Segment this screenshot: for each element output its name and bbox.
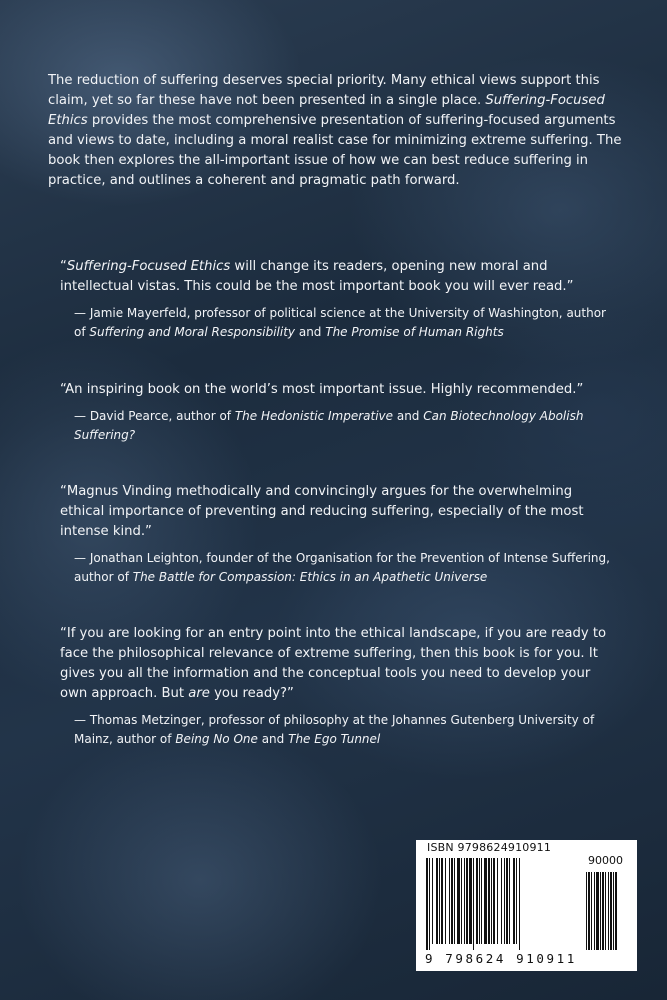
barcode-bar [461,858,462,944]
barcode-bar [426,858,428,950]
addon-bar [610,872,612,950]
addon-bar [594,872,595,950]
addon-bar [615,872,617,950]
addon-bar [608,872,609,950]
barcode-bar [509,858,510,944]
barcode-bar [484,858,487,944]
attribution-conjunction: and [295,325,326,339]
barcode-bar [436,858,438,944]
addon-bar [602,872,604,950]
barcode-bar [506,858,508,944]
attribution-book: Can Biotechnology Abolish Suffering? [74,409,584,442]
attribution-book: The Ego Tunnel [288,732,381,746]
barcode-bar [479,858,480,944]
addon-code: 90000 [588,854,623,867]
attribution-book: The Hedonistic Imperative [234,409,394,423]
barcode-bar [429,858,430,950]
attribution-conjunction: and [393,409,424,423]
barcode-bar [466,858,468,944]
blurb-part-2: provides the most comprehensive presentation of suffering-focused arguments and views to date, including a moral realist case for minimizing extreme suffering. The book then explores the all-important issue of how we can best reduce suffering in practice, and outlines a coherent and pragmatic path forward. [48,113,622,188]
barcode-bar [476,858,478,944]
attribution-text: — Jonathan Leighton, founder of the Organisation for the Prevention of Intense Suffering, author of [74,551,610,584]
attribution-book: Being No One [175,732,258,746]
barcode-bar [501,858,502,944]
barcode-bar [439,858,440,944]
addon-bar [605,872,606,950]
barcode-bar [481,858,482,944]
attribution-text: — Jamie Mayerfeld, professor of political science at the University of Washington, author of [74,306,606,339]
addon-bar [586,872,587,950]
barcode-bar [519,858,520,950]
endorsement-body-end: you ready?” [209,686,294,701]
barcode-bar [454,858,455,944]
endorsement-text [60,624,620,704]
barcode-bar [504,858,505,944]
barcode-bar [464,858,465,944]
open-quote: “ [60,259,67,274]
blurb-part-1: The reduction of suffering deserves special priority. Many ethical views support this claim, yet so far these have not been presented in a single place. [48,73,600,108]
endorsement-body: “If you are looking for an entry point into the ethical landscape, if you are ready to face the philosophical relevance of extreme suffering, then this book is for you. It gives you all the information and the conceptual tools you need to develop your own approach. But [60,626,607,701]
book-description [48,71,622,191]
attribution-text: — David Pearce, author of [74,409,235,423]
endorsement-text: “An inspiring book on the world’s most important issue. Highly recommended.” [60,382,584,397]
barcode-bar [491,858,492,944]
barcode-bar [488,858,490,944]
barcode-bar [516,858,517,944]
barcode-bar [445,858,446,944]
barcode-bar [432,858,433,944]
endorsement-text: “Magnus Vinding methodically and convincingly argues for the overwhelming ethical importance of preventing and reducing suffering, especially of the most intense kind.” [60,484,584,539]
barcode-bar [473,858,474,950]
endorsement-attribution [60,711,620,749]
quoted-title: Suffering-Focused Ethics [66,259,231,274]
emphasis: are [188,686,210,701]
blurb-book-title: Suffering-Focused Ethics [48,93,605,128]
attribution-book: The Battle for Compassion: Ethics in an Apathetic Universe [132,570,488,584]
barcode-bar [493,858,495,944]
addon-bar [591,872,592,950]
endorsement-text [60,257,620,297]
endorsement-attribution [60,304,620,342]
barcode-bar [469,858,472,944]
barcode-bar [449,858,450,944]
attribution-text: — Thomas Metzinger, professor of philosophy at the Johannes Gutenberg University of Mainz, author of [74,713,595,746]
attribution-conjunction: and [257,732,289,746]
isbn-label: ISBN 9798624910911 [427,841,552,854]
barcode-bars [424,858,629,950]
endorsement-mayerfeld [60,257,620,342]
addon-bar [600,872,601,950]
addon-bar [596,872,599,950]
barcode-bar [513,858,515,944]
endorsement-leighton [60,482,620,587]
endorsement-attribution [60,407,620,445]
endorsement-body: will change its readers, opening new moral and intellectual vistas. This could be the most important book you will ever read.” [60,259,574,294]
isbn-digits: 9 798624 910911 [425,951,577,966]
endorsement-attribution [60,549,620,587]
endorsement-metzinger [60,624,620,749]
addon-bar [588,872,590,950]
barcode-bar [457,858,460,944]
attribution-book: Suffering and Moral Responsibility [89,325,296,339]
barcode-bar [497,858,498,944]
barcode-bar [451,858,453,944]
barcode-bar [441,858,443,944]
attribution-book: The Promise of Human Rights [325,325,504,339]
addon-bar [613,872,614,950]
endorsement-pearce [60,380,620,445]
isbn-barcode [416,840,637,971]
